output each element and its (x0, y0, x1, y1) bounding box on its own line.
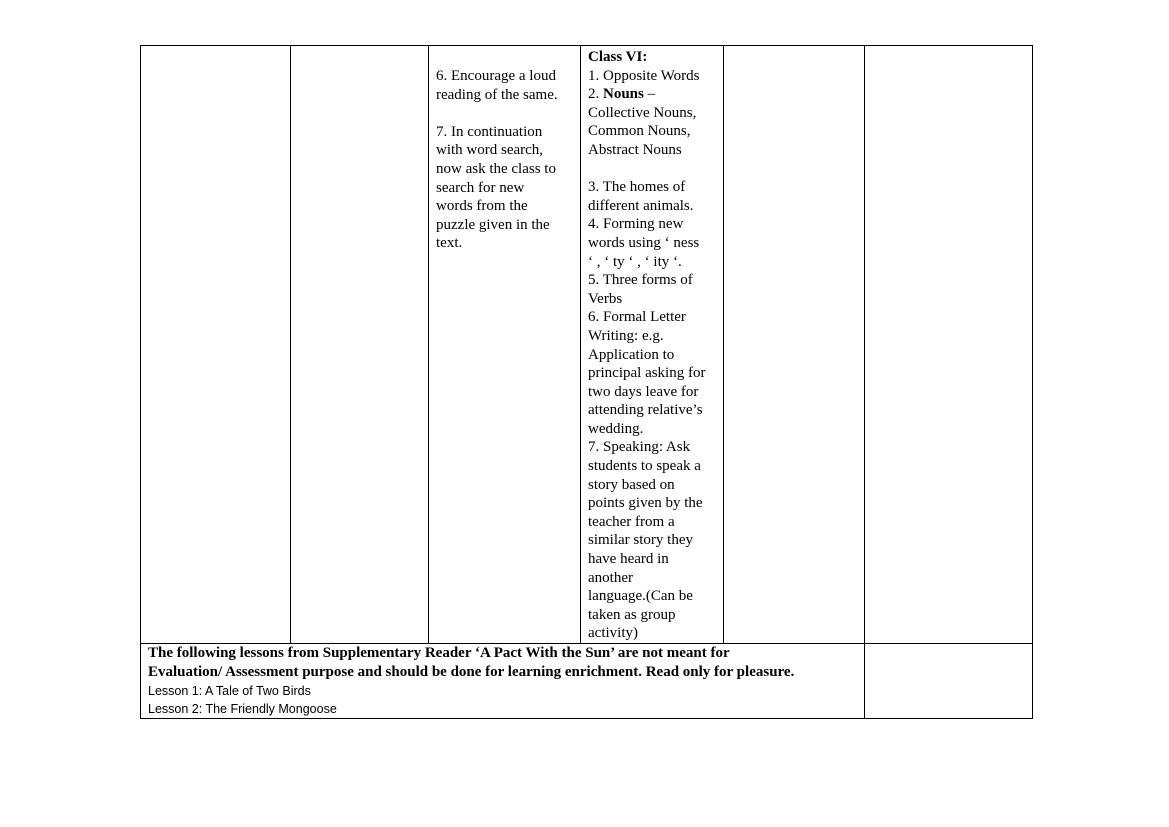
topic-line: another (588, 569, 633, 586)
topic-line: two days leave for (588, 383, 699, 400)
topic-line: different animals. (588, 197, 694, 214)
topic-line: attending relative’s (588, 402, 703, 419)
topic-line: wedding. (588, 420, 644, 437)
topic-line: teacher from a (588, 513, 675, 530)
table-cell-empty-2 (291, 46, 429, 644)
topic-line: Collective Nouns, (588, 104, 697, 121)
topic-line: Verbs (588, 290, 623, 307)
topic-line: principal asking for (588, 365, 706, 382)
table-cell-empty-footer (865, 644, 1033, 719)
activity-line: with word search, (436, 142, 544, 159)
topic-line: language.(Can be (588, 588, 693, 605)
supplementary-note-line: Evaluation/ Assessment purpose and should be done for learning enrichment. Read only for pleasure. (148, 664, 795, 680)
activity-line: words from the (436, 198, 528, 215)
topic-line: activity) (588, 625, 638, 642)
topic-line: Abstract Nouns (588, 141, 682, 158)
activity-line: 6. Encourage a loud (436, 68, 556, 84)
topic-line: 3. The homes of (588, 179, 686, 196)
lesson-plan-table (140, 45, 1033, 719)
activity-line: reading of the same. (436, 86, 558, 103)
class-heading: Class VI: (588, 49, 648, 65)
table-row (141, 46, 1033, 644)
topic-line: ‘ , ‘ ty ‘ , ‘ ity ‘. (588, 253, 682, 270)
table-row-footer (141, 644, 1033, 719)
topic-line: points given by the (588, 495, 703, 512)
topic-line: 4. Forming new (588, 216, 684, 233)
topic-line: 2. Nouns – (588, 86, 656, 103)
class-vi-topics-cell (581, 46, 724, 644)
topic-line: 6. Formal Letter (588, 309, 686, 326)
topic-line: Application to (588, 346, 675, 363)
supplementary-note-cell (141, 644, 865, 719)
topic-line: Common Nouns, (588, 123, 691, 140)
table-cell-empty-6 (865, 46, 1033, 644)
topic-line: 5. Three forms of (588, 272, 693, 289)
lesson-item: Lesson 1: A Tale of Two Birds (148, 684, 311, 698)
nouns-bold: Nouns (603, 86, 644, 103)
topic-line: story based on (588, 476, 675, 493)
topic-line: Writing: e.g. (588, 327, 664, 344)
activities-cell (429, 46, 581, 644)
topic-line: have heard in (588, 551, 669, 568)
topic-line: students to speak a (588, 458, 701, 475)
activity-line: now ask the class to (436, 160, 556, 177)
table-cell-empty-5 (724, 46, 865, 644)
topic-line: 1. Opposite Words (588, 67, 700, 84)
table-cell-empty-1 (141, 46, 291, 644)
topic-line: similar story they (588, 532, 693, 549)
lesson-item: Lesson 2: The Friendly Mongoose (148, 702, 337, 716)
activity-line: 7. In continuation (436, 123, 543, 140)
activity-line: puzzle given in the (436, 216, 550, 233)
topic-line: taken as group (588, 606, 676, 623)
activity-line: text. (436, 235, 463, 252)
activity-line: search for new (436, 179, 525, 196)
topic-line: 7. Speaking: Ask (588, 439, 691, 456)
supplementary-note-line: The following lessons from Supplementary Reader ‘A Pact With the Sun’ are not meant for (148, 645, 730, 661)
topic-line: words using ‘ ness (588, 234, 700, 251)
